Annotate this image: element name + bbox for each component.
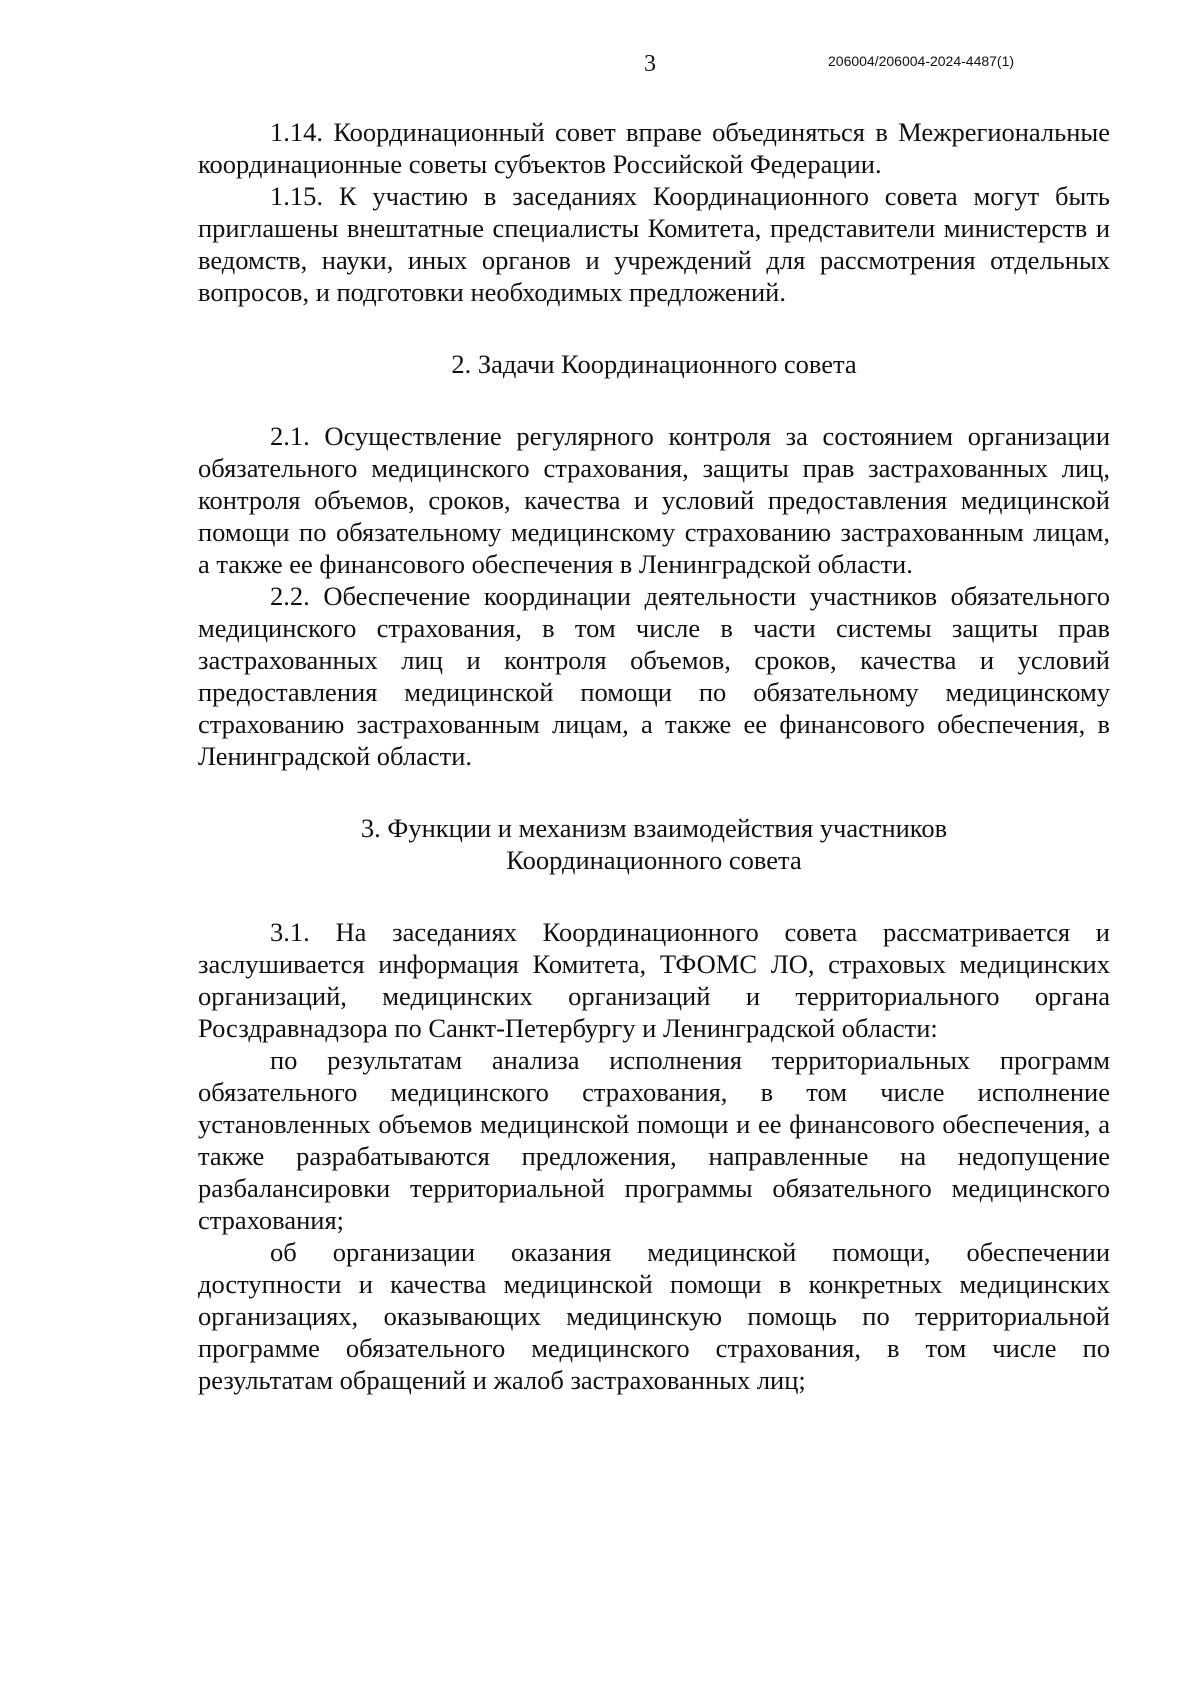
section-3-title-line2: Координационного совета <box>506 845 802 875</box>
document-id: 206004/206004-2024-4487(1) <box>828 53 1015 69</box>
paragraph-1-15: 1.15. К участию в заседаниях Координационного совета могут быть приглашены внештатные специалисты Комитета, представители министерств и ведомств, науки, иных органов и учреждений для рассмотрения отдельных вопросов, и подготовки необходимых предложений. <box>198 181 1110 307</box>
paragraph-1-14: 1.14. Координационный совет вправе объединяться в Межрегиональные координационные советы субъектов Российской Федерации. <box>198 117 1110 179</box>
paragraph-3-1-item-a: по результатам анализа исполнения территориальных программ обязательного медицинского страхования, в том числе исполнение установленных объемов медицинской помощи и ее финансового обеспечения, а также разрабатываются предложения, направленные на недопущение разбалансировки территориальной программы обязательного медицинского страхования; <box>198 1045 1110 1235</box>
paragraph-3-1-item-b: об организации оказания медицинской помощи, обеспечении доступности и качества медицинской помощи в конкретных медицинских организациях, оказывающих медицинскую помощь по территориальной программе обязательного медицинского страхования, в том числе по результатам обращений и жалоб застрахованных лиц; <box>198 1237 1110 1395</box>
section-2-title: 2. Задачи Координационного совета <box>451 349 857 379</box>
page-number: 3 <box>644 51 656 77</box>
paragraph-3-1: 3.1. На заседаниях Координационного совета рассматривается и заслушивается информация Комитета, ТФОМС ЛО, страховых медицинских организаций, медицинских организаций и территориального органа Росздравнадзора по Санкт-Петербургу и Ленинградской области: <box>198 917 1110 1043</box>
section-3-title-line1: 3. Функции и механизм взаимодействия участников <box>360 813 948 843</box>
paragraph-2-2: 2.2. Обеспечение координации деятельности участников обязательного медицинского страхования, в том числе в части системы защиты прав застрахованных лиц и контроля объемов, сроков, качества и условий предоставления медицинской помощи по обязательному медицинскому страхованию застрахованным лицам, а также ее финансового обеспечения, в Ленинградской области. <box>198 581 1110 771</box>
paragraph-2-1: 2.1. Осуществление регулярного контроля за состоянием организации обязательного медицинского страхования, защиты прав застрахованных лиц, контроля объемов, сроков, качества и условий предоставления медицинской помощи по обязательному медицинскому страхованию застрахованным лицам, а также ее финансового обеспечения в Ленинградской области. <box>198 421 1110 579</box>
document-body <box>198 116 1110 1396</box>
